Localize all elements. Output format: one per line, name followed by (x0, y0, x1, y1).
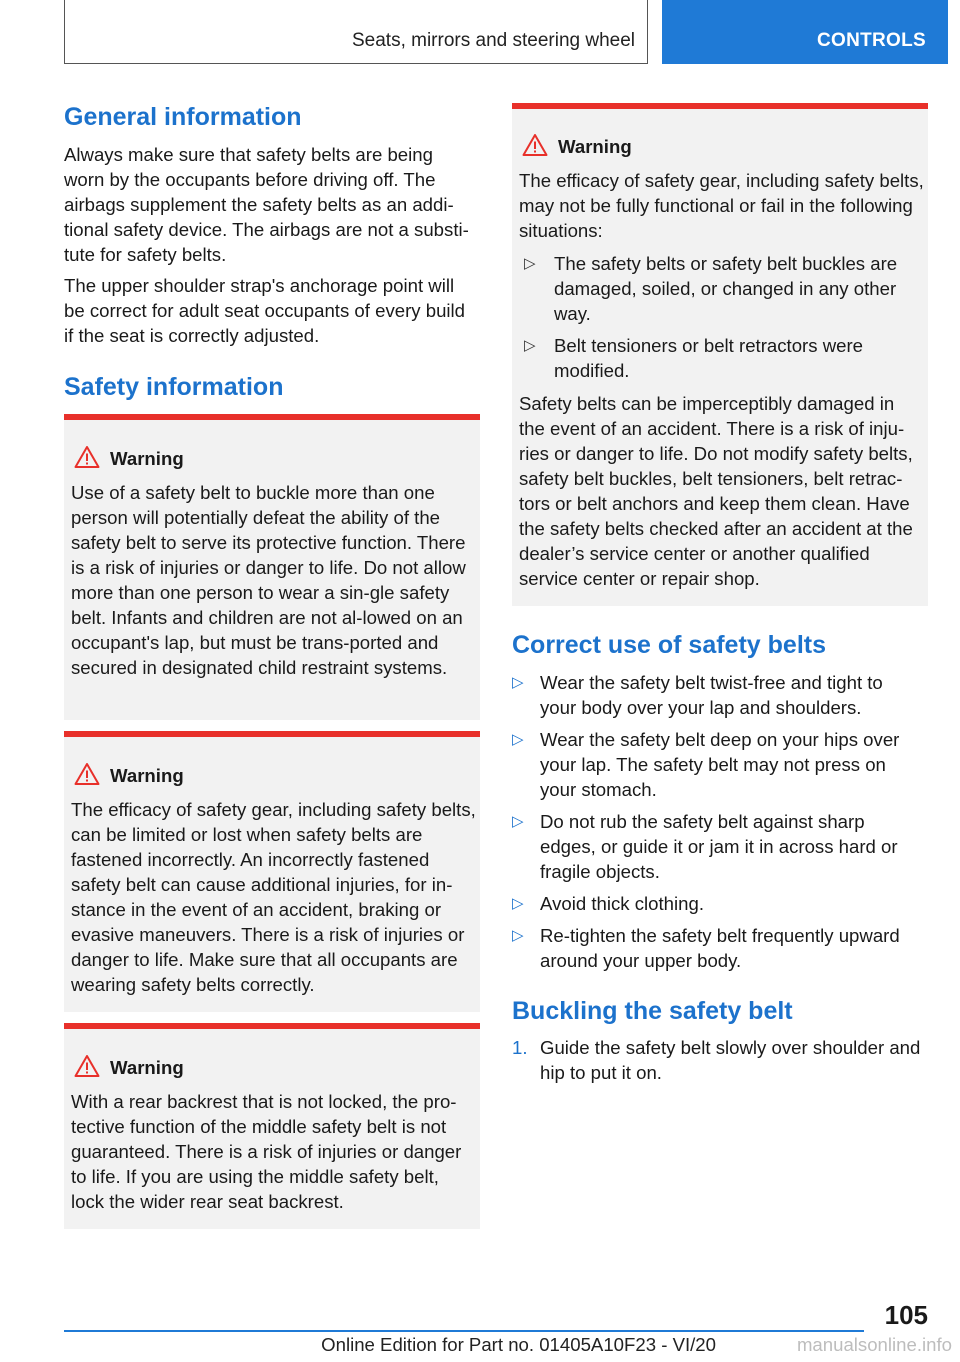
safety-information-heading: Safety information (64, 373, 284, 401)
warning-triangle-icon (74, 445, 100, 469)
correct-use-list (512, 670, 924, 980)
list-item: ▷ Do not rub the safety belt against sharp edges, or guide it or jam it in across hard or fragile objects. (512, 811, 898, 882)
correct-use-heading: Correct use of safety belts (512, 631, 826, 659)
warning-box-1 (64, 414, 480, 720)
warning-box-3 (64, 1023, 480, 1229)
warning-title: Warning (110, 1057, 184, 1078)
list-item: ▷ Wear the safety belt twist-free and tight to your body over your lap and shoulders. (512, 672, 883, 718)
list-item: ▷ The safety belts or safety belt buckles are damaged, soiled, or changed in any other way. (524, 253, 898, 324)
general-information-paragraph-2: The upper shoulder strap's anchorage point will be correct for adult seat occupants of every build if the seat is correctly adjusted. (64, 275, 466, 346)
page-number: 105 (884, 1300, 928, 1330)
warning-intro: The efficacy of safety gear, including safety belts, may not be fully functional or fail in the following situations: (519, 170, 924, 241)
header-chapter-title: CONTROLS (816, 30, 926, 51)
warning-text: Use of a safety belt to buckle more than one person will potentially defeat the ability of the safety belt to serve its protective function. There is a risk of injuries or danger to life. Do not allow more than one person to wear a sin-gle safety belt. Infants and children are not al-lowed on an occupant's lap, but must be trans-ported and secured in designated child restraint systems. (71, 482, 466, 678)
warning-triangle-icon (74, 762, 100, 786)
general-information-paragraph-1: Always make sure that safety belts are being worn by the occupants before driving off. The airbags supplement the safety belts as an addi-tional safety device. The airbags are not a substi-tute for safety belts. (64, 144, 469, 265)
warning-box-2 (64, 731, 480, 1012)
header-chapter-tab (662, 0, 948, 64)
footer-edition: Online Edition for Part no. 01405A10F23 - VI/20 (321, 1334, 716, 1355)
general-information-heading: General information (64, 103, 302, 131)
warning-title: Warning (558, 136, 632, 157)
warning-box-4 (512, 103, 928, 606)
list-item: ▷ Belt tensioners or belt retractors were modified. (524, 335, 863, 381)
buckling-heading: Buckling the safety belt (512, 997, 793, 1025)
triangle-bullet-icon: ▷ (512, 927, 524, 944)
warning-outro: Safety belts can be imperceptibly damaged in the event of an accident. There is a risk of inju-ries or danger to life. Do not modify safety belts, safety belt buckles, belt tensioners, belt retrac-tors or belt anchors and keep them clean. Have the safety belts checked after an accident at the dealer’s service center or another qualified service center or repair shop. (519, 393, 913, 589)
list-item: ▷ Re-tighten the safety belt frequently upward around your upper body. (512, 925, 900, 971)
warning-title: Warning (110, 448, 184, 469)
list-item: ▷ Wear the safety belt deep on your hips over your lap. The safety belt may not press on your stomach. (512, 729, 900, 800)
triangle-bullet-icon: ▷ (524, 255, 536, 272)
watermark: manualsonline.info (796, 1334, 952, 1355)
triangle-bullet-icon: ▷ (524, 337, 536, 354)
warning-text: With a rear backrest that is not locked, the pro-tective function of the middle safety belt is not guaranteed. There is a risk of injuries or danger to life. If you are using the middle safety belt, lock the wider rear seat backrest. (71, 1091, 462, 1212)
warning-triangle-icon (74, 1054, 100, 1078)
warning-title: Warning (110, 765, 184, 786)
triangle-bullet-icon: ▷ (512, 674, 524, 691)
triangle-bullet-icon: ▷ (512, 895, 524, 912)
warning-situations-list (512, 251, 924, 390)
step-item: 1. Guide the safety belt slowly over shoulder and hip to put it on. (512, 1037, 921, 1083)
header-section-title: Seats, mirrors and steering wheel (351, 30, 635, 51)
header-section-tab (64, 0, 648, 64)
warning-triangle-icon (522, 133, 548, 157)
buckling-steps (512, 1035, 924, 1085)
step-number: 1. (512, 1037, 528, 1058)
triangle-bullet-icon: ▷ (512, 813, 524, 830)
list-item: ▷ Avoid thick clothing. (512, 893, 704, 914)
triangle-bullet-icon: ▷ (512, 731, 524, 748)
footer-divider (64, 1330, 864, 1332)
warning-text: The efficacy of safety gear, including safety belts, can be limited or lost when safety belts are fastened incorrectly. An incorrectly fastened safety belt can cause additional injuries, for in-stance in the event of an accident, braking or evasive maneuvers. There is a risk of injuries or danger to life. Make sure that all occupants are wearing safety belts correctly. (71, 799, 476, 995)
